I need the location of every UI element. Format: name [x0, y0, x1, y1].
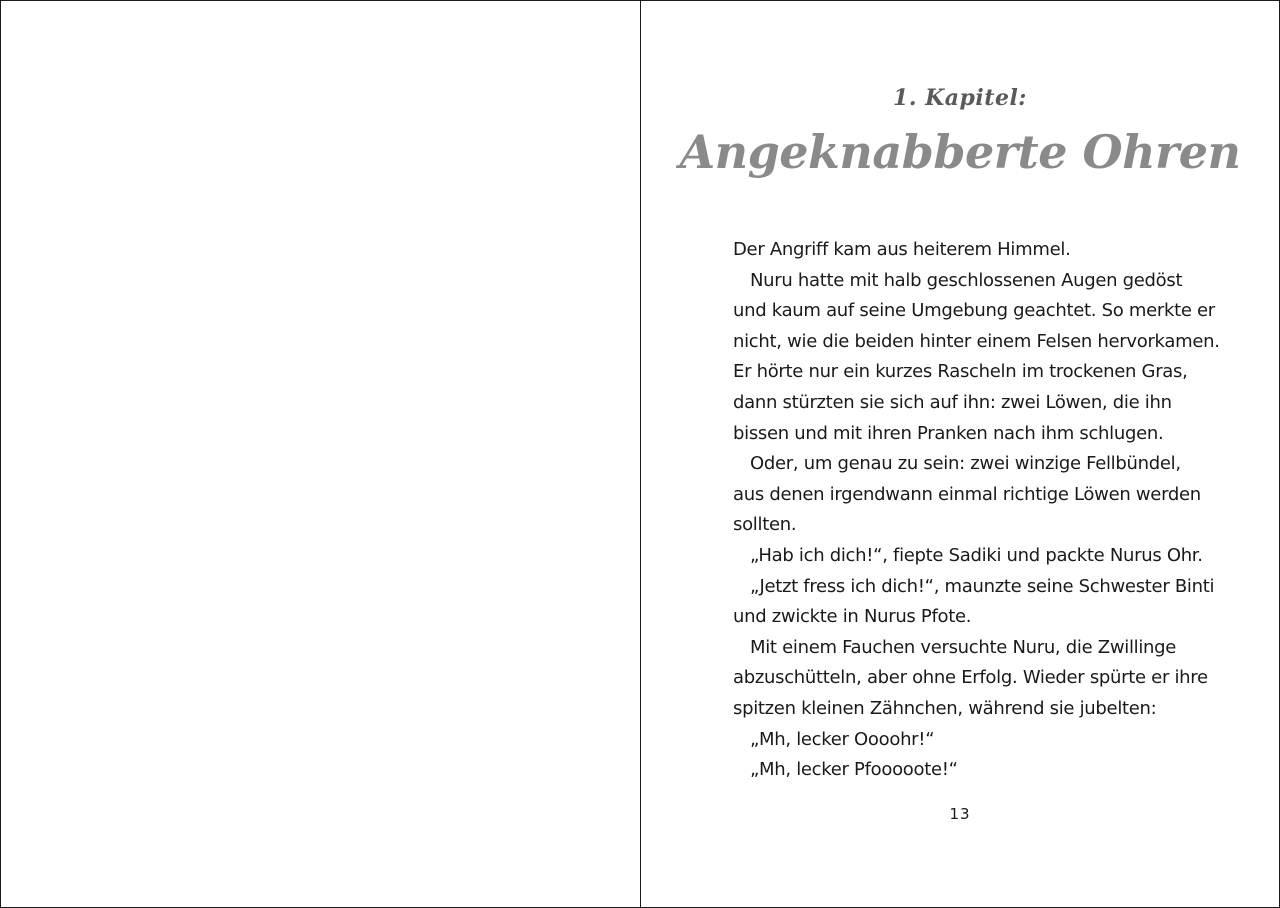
- text-line: „Jetzt fress ich dich!“, maunzte seine Schwester Binti: [750, 575, 1215, 597]
- text-line: Er hörte nur ein kurzes Rascheln im trockenen Gras,: [733, 361, 1188, 383]
- text-line: Oder, um genau zu sein: zwei winzige Fellbündel,: [750, 453, 1181, 475]
- left-page-blank: [1, 1, 640, 907]
- text-line: „Hab ich dich!“, fiepte Sadiki und packte Nurus Ohr.: [750, 544, 1203, 566]
- text-line: sollten.: [733, 514, 797, 536]
- text-line: nicht, wie die beiden hinter einem Felsen hervorkamen.: [733, 330, 1220, 352]
- text-line: Mit einem Fauchen versuchte Nuru, die Zwillinge: [750, 636, 1177, 658]
- text-line: Nuru hatte mit halb geschlossenen Augen gedöst: [750, 269, 1183, 291]
- chapter-title: Angeknabberte Ohren: [679, 125, 1241, 179]
- text-line: spitzen kleinen Zähnchen, während sie jubelten:: [733, 697, 1157, 719]
- text-line: und kaum auf seine Umgebung geachtet. So merkte er: [733, 300, 1215, 322]
- text-line: bissen und mit ihren Pranken nach ihm schlugen.: [733, 422, 1164, 444]
- text-line: und zwickte in Nurus Pfote.: [733, 606, 972, 628]
- text-line: Der Angriff kam aus heiterem Himmel.: [733, 239, 1071, 260]
- text-line: aus denen irgendwann einmal richtige Löwen werden: [733, 483, 1201, 505]
- text-line: „Mh, lecker Oooohr!“: [750, 728, 935, 750]
- text-line: abzuschütteln, aber ohne Erfolg. Wieder spürte er ihre: [733, 667, 1208, 689]
- text-line: „Mh, lecker Pfooooote!“: [750, 759, 958, 781]
- page-number: 13: [949, 805, 971, 823]
- text-line: dann stürzten sie sich auf ihn: zwei Löwen, die ihn: [733, 391, 1172, 413]
- right-page: [641, 1, 1279, 907]
- chapter-body-text: [733, 235, 1220, 786]
- chapter-number: 1. Kapitel:: [893, 85, 1027, 111]
